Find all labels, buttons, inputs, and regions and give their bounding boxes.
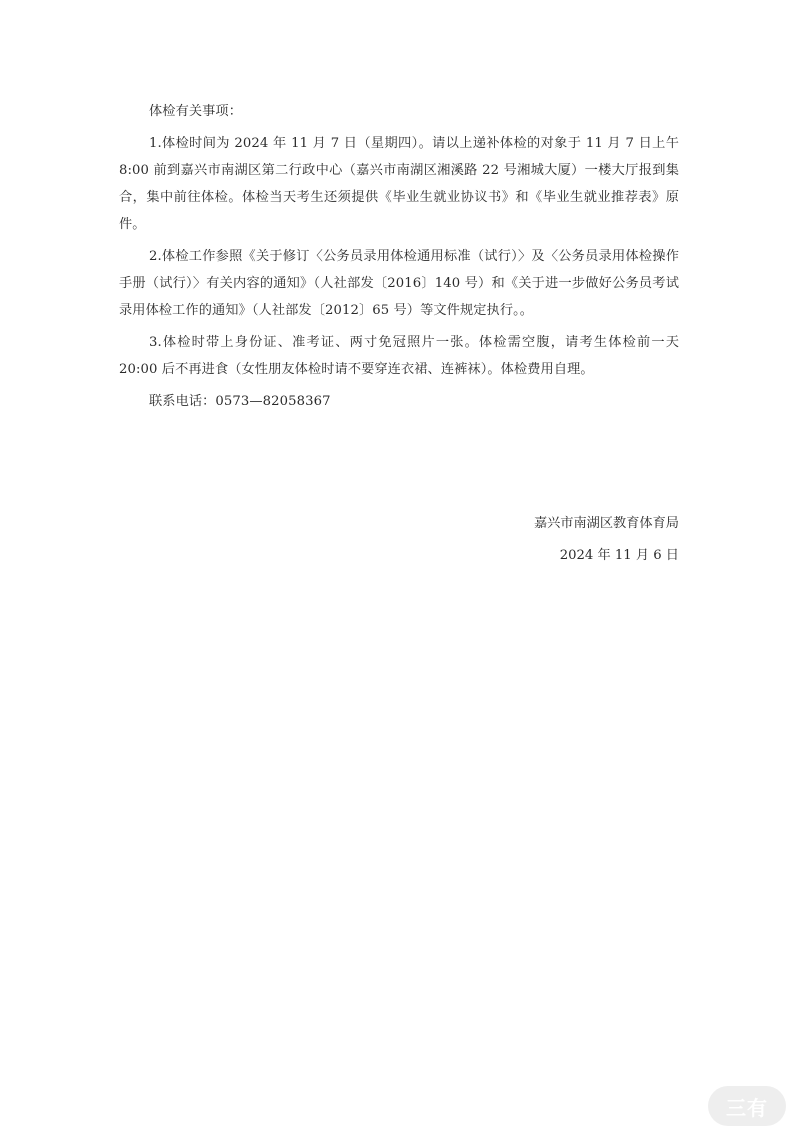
watermark-logo: 三有 xyxy=(708,1086,786,1126)
signature-block xyxy=(534,508,679,572)
document-body xyxy=(119,98,679,420)
paragraph-exam-time: 1.体检时间为 2024 年 11 月 7 日（星期四）。请以上递补体检的对象于 11 月 7 日上午 8:00 前到嘉兴市南湖区第二行政中心（嘉兴市南湖区湘溪路 22 号湘城大厦）一楼大厅报到集合，集中前往体检。体检当天考生还须提供《毕业生就业协议书》和《毕业生就业推荐表》原件。 xyxy=(119,136,679,232)
paragraph-exam-requirements: 3.体检时带上身份证、准考证、两寸免冠照片一张。体检需空腹，请考生体检前一天 20:00 后不再进食（女性朋友体检时请不要穿连衣裙、连裤袜）。体检费用自理。 xyxy=(119,335,679,377)
contact-phone: 联系电话：0573—82058367 xyxy=(149,394,331,409)
section-heading: 体检有关事项： xyxy=(149,104,243,119)
issue-date: 2024 年 11 月 6 日 xyxy=(559,548,679,563)
issuer-name: 嘉兴市南湖区教育体育局 xyxy=(533,516,679,531)
paragraph-exam-standard: 2.体检工作参照《关于修订〈公务员录用体检通用标准（试行）〉及〈公务员录用体检操作手册（试行）〉有关内容的通知》（人社部发〔2016〕140 号）和《关于进一步做好公务员考试录用体检工作的通知》（人社部发〔2012〕65 号）等文件规定执行。。 xyxy=(119,249,679,318)
